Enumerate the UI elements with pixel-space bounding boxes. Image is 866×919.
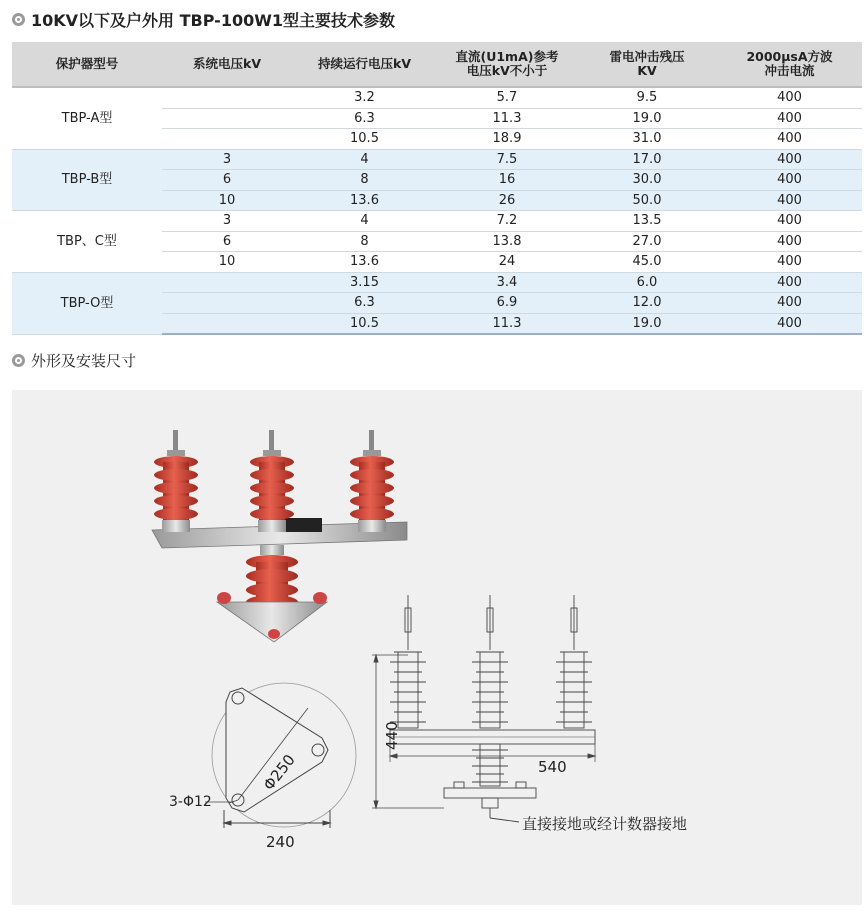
cell-square-wave-current: 400 [717, 129, 862, 150]
cell-system-voltage: 10 [162, 252, 292, 273]
cell-square-wave-current: 400 [717, 252, 862, 273]
plate-diameter-label: Φ250 [259, 750, 299, 794]
insulator-right [350, 430, 394, 532]
cell-square-wave-current: 400 [717, 293, 862, 314]
cell-lightning-residual: 45.0 [577, 252, 717, 273]
cell-system-voltage: 3 [162, 211, 292, 232]
bullet-icon [12, 354, 25, 367]
cell-model: TBP-A型 [12, 87, 162, 149]
height-label: 440 [383, 721, 401, 750]
cell-model: TBP-B型 [12, 149, 162, 211]
cell-continuous-voltage: 4 [292, 149, 437, 170]
cell-dc-ref-voltage: 7.2 [437, 211, 577, 232]
col-header-continuous-voltage: 持续运行电压kV [292, 42, 437, 87]
cell-lightning-residual: 13.5 [577, 211, 717, 232]
cell-lightning-residual: 31.0 [577, 129, 717, 150]
table-header-row [12, 42, 862, 87]
cell-dc-ref-voltage: 13.8 [437, 231, 577, 252]
section-title-parameters [12, 8, 395, 31]
cell-system-voltage [162, 87, 292, 108]
header-line: 冲击电流 [764, 63, 815, 78]
cell-dc-ref-voltage: 3.4 [437, 272, 577, 293]
drawing-panel [12, 390, 862, 905]
cell-continuous-voltage: 13.6 [292, 190, 437, 211]
table-row [12, 211, 862, 232]
cell-continuous-voltage: 13.6 [292, 252, 437, 273]
cell-system-voltage [162, 272, 292, 293]
cell-system-voltage: 6 [162, 170, 292, 191]
cell-system-voltage [162, 108, 292, 129]
cell-square-wave-current: 400 [717, 87, 862, 108]
col-header-dc-ref-voltage [437, 42, 577, 87]
bullet-icon [12, 13, 25, 26]
section-title-dimensions [12, 350, 136, 371]
cell-system-voltage: 6 [162, 231, 292, 252]
cell-dc-ref-voltage: 11.3 [437, 108, 577, 129]
cell-square-wave-current: 400 [717, 231, 862, 252]
section-title-text: 外形及安装尺寸 [31, 352, 137, 370]
cell-system-voltage: 10 [162, 190, 292, 211]
cell-dc-ref-voltage: 11.3 [437, 313, 577, 334]
col-header-model: 保护器型号 [12, 42, 162, 87]
insulator-left [154, 430, 198, 532]
dimension-drawing [12, 390, 862, 905]
cell-continuous-voltage: 10.5 [292, 129, 437, 150]
cell-continuous-voltage: 6.3 [292, 293, 437, 314]
cell-square-wave-current: 400 [717, 170, 862, 191]
cell-lightning-residual: 12.0 [577, 293, 717, 314]
section-title-text: 10KV以下及户外用 TBP-100W1型主要技术参数 [31, 11, 395, 30]
plate-width-label: 240 [266, 833, 295, 851]
cell-continuous-voltage: 8 [292, 170, 437, 191]
table-body [12, 87, 862, 334]
cell-system-voltage [162, 313, 292, 334]
technical-drawing [372, 595, 595, 822]
cell-square-wave-current: 400 [717, 313, 862, 334]
cell-model: TBP-O型 [12, 272, 162, 334]
insulator-middle [250, 430, 294, 532]
cell-lightning-residual: 19.0 [577, 108, 717, 129]
cell-square-wave-current: 400 [717, 149, 862, 170]
cell-lightning-residual: 19.0 [577, 313, 717, 334]
cell-dc-ref-voltage: 5.7 [437, 87, 577, 108]
ground-note: 直接接地或经计数器接地 [522, 815, 688, 833]
header-line: 雷电冲击残压 [609, 49, 685, 64]
cell-dc-ref-voltage: 16 [437, 170, 577, 191]
cell-lightning-residual: 17.0 [577, 149, 717, 170]
cell-continuous-voltage: 3.2 [292, 87, 437, 108]
cell-lightning-residual: 27.0 [577, 231, 717, 252]
holes-label: 3-Φ12 [169, 794, 212, 810]
cell-continuous-voltage: 8 [292, 231, 437, 252]
table-row [12, 87, 862, 108]
cell-continuous-voltage: 3.15 [292, 272, 437, 293]
header-line: 2000μsA方波 [746, 49, 833, 64]
header-line: KV [637, 63, 657, 78]
cell-system-voltage: 3 [162, 149, 292, 170]
cell-system-voltage [162, 129, 292, 150]
cell-system-voltage [162, 293, 292, 314]
cell-square-wave-current: 400 [717, 211, 862, 232]
cell-dc-ref-voltage: 6.9 [437, 293, 577, 314]
cell-lightning-residual: 6.0 [577, 272, 717, 293]
spec-table [12, 42, 862, 335]
width-label: 540 [538, 758, 567, 776]
cell-model: TBP、C型 [12, 211, 162, 273]
cell-dc-ref-voltage: 18.9 [437, 129, 577, 150]
insulator-bottom [217, 545, 327, 642]
cell-continuous-voltage: 4 [292, 211, 437, 232]
cell-dc-ref-voltage: 24 [437, 252, 577, 273]
header-line: 电压kV不小于 [466, 63, 548, 78]
cell-square-wave-current: 400 [717, 272, 862, 293]
cell-continuous-voltage: 6.3 [292, 108, 437, 129]
header-line: 直流(U1mA)参考 [455, 49, 559, 64]
table-row [12, 272, 862, 293]
cell-lightning-residual: 50.0 [577, 190, 717, 211]
cell-dc-ref-voltage: 26 [437, 190, 577, 211]
product-photo [152, 430, 407, 642]
cell-continuous-voltage: 10.5 [292, 313, 437, 334]
col-header-lightning-residual [577, 42, 717, 87]
cell-lightning-residual: 9.5 [577, 87, 717, 108]
col-header-system-voltage: 系统电压kV [162, 42, 292, 87]
col-header-square-wave-current [717, 42, 862, 87]
cell-square-wave-current: 400 [717, 108, 862, 129]
table-row [12, 149, 862, 170]
cell-square-wave-current: 400 [717, 190, 862, 211]
cell-dc-ref-voltage: 7.5 [437, 149, 577, 170]
cell-lightning-residual: 30.0 [577, 170, 717, 191]
